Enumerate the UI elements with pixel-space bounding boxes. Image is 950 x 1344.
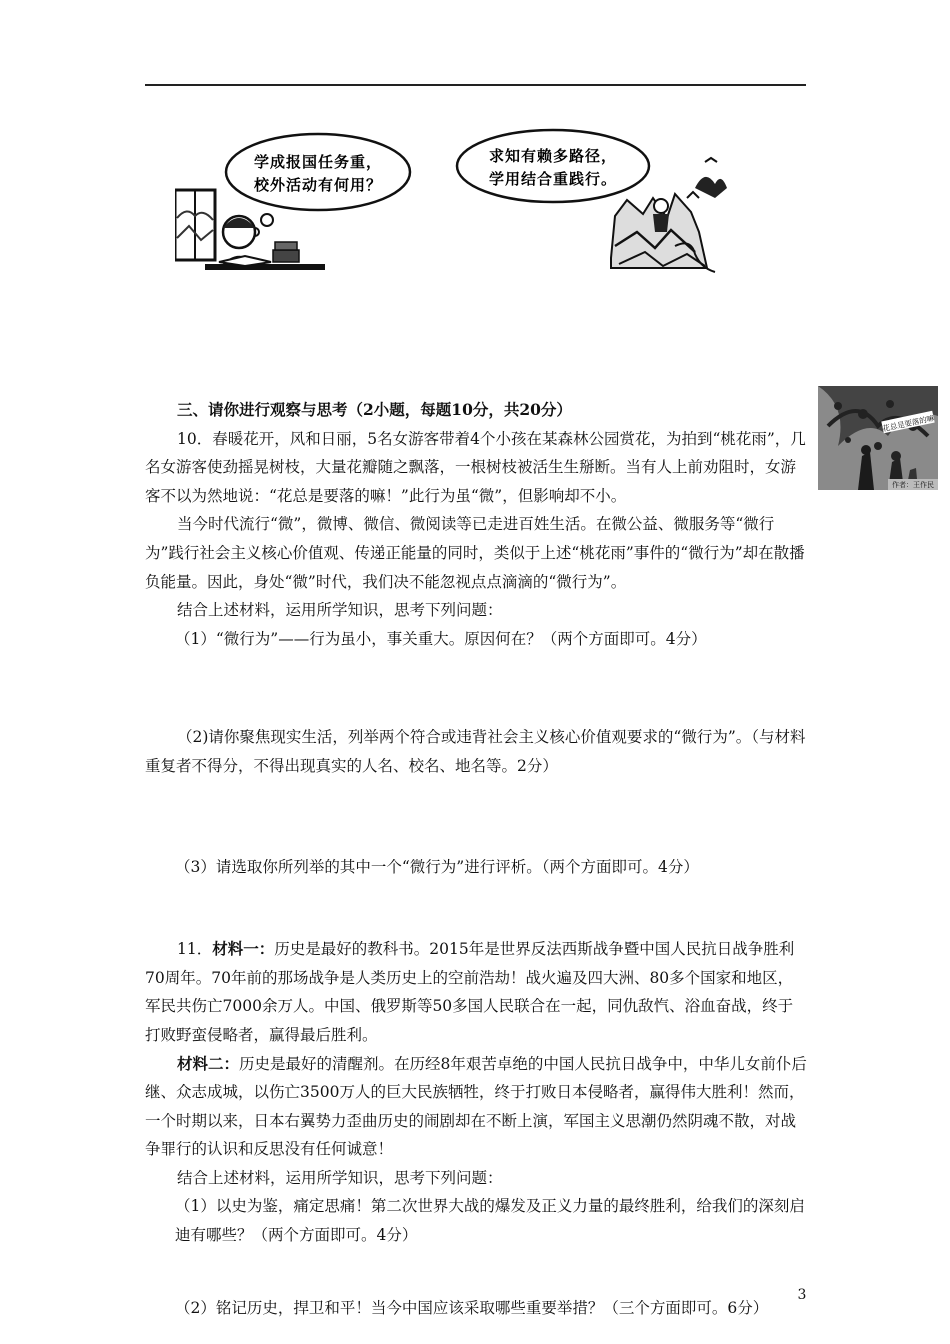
left-bubble-line-2: 校外活动有何用？ xyxy=(253,176,383,194)
q11-number: 11． xyxy=(177,940,213,959)
q11-sub-question-1: （1）以史为鉴，痛定思痛！第二次世界大战的爆发及正义力量的最终胜利，给我们的深刻启迪有哪些？（两个方面即可。4分） xyxy=(175,1197,805,1245)
q10-instruction: 结合上述材料，运用所学知识，思考下列问题： xyxy=(177,601,503,620)
answer-space xyxy=(145,1250,807,1294)
answer-space xyxy=(145,653,807,723)
material-2-text: 历史是最好的清醒剂。在历经8年艰苦卓绝的中国人民抗日战争中，中华儿女前仆后继、众志成城，以伤亡3500万人的巨大民族牺牲，终于打败日本侵略者，赢得伟大胜利！然而，一个时期以来，日本右翼势力歪曲历史的闹剧却在不断上演，军国主义思潮仍然阴魂不散，对战争罪行的认识和反思没有任何诚意！ xyxy=(145,1054,807,1159)
right-bubble-line-2: 学用结合重践行。 xyxy=(488,170,618,188)
q10-sub-question-1: （1）“微行为”——行为虽小，事关重大。原因何在？（两个方面即可。4分） xyxy=(175,629,707,648)
page-number: 3 xyxy=(797,1287,807,1303)
photo-sign-text: 花总是要落的嘛 xyxy=(881,413,935,434)
right-bubble-line-1: 求知有赖多路径， xyxy=(488,147,618,165)
material-1-text: 历史是最好的教科书。2015年是世界反法西斯战争暨中国人民抗日战争胜利70周年。70年前的那场战争是人类历史上的空前浩劫！战火遍及四大洲、80多个国家和地区，军民共伤亡7000余万人。中国、俄罗斯等50多国人民联合在一起，同仇敌忾、浴血奋战，终于打败野蛮侵略者，赢得最后胜利。 xyxy=(145,940,795,1044)
answer-space xyxy=(145,881,807,935)
exam-content xyxy=(145,396,807,1322)
q10-material-1: 10．春暖花开，风和日丽，5名女游客带着4个小孩在某森林公园赏花，为拍到“桃花雨”，几名女游客使劲摇晃树枝，大量花瓣随之飘落，一根树枝被活生生掰断。当有人上前劝阻时，女游客不以为然地说：“花总是要落的嘛！”此行为虽“微”，但影响却不小。 xyxy=(145,429,806,505)
q10-sub-question-2: （2)请你聚焦现实生活，列举两个符合或违背社会主义核心价值观要求的“微行为”。（与材料重复者不得分，不得出现真实的人名、校名、地名等。2分） xyxy=(145,728,806,775)
q10-material-2: 当今时代流行“微”，微博、微信、微阅读等已走进百姓生活。在微公益、微服务等“微行为”践行社会主义核心价值观、传递正能量的同时，类似于上述“桃花雨”事件的“微行为”却在散播负能量。因此，身处“微”时代，我们决不能忽视点点滴滴的“微行为”。 xyxy=(145,515,805,591)
q11-material-1 xyxy=(145,935,807,1049)
material-2-label: 材料二： xyxy=(177,1053,240,1073)
answer-space xyxy=(145,781,807,853)
photo-caption: 作者：王作民 xyxy=(892,481,934,489)
q11-sub-question-2: （2）铭记历史，捍卫和平！当今中国应该采取哪些重要举措？（三个方面即可。6分） xyxy=(175,1298,769,1317)
section-title: 三、请你进行观察与思考（2小题，每题10分，共20分） xyxy=(177,400,572,419)
header-rule xyxy=(145,84,806,86)
q11-material-2 xyxy=(145,1050,807,1164)
q11-instruction: 结合上述材料，运用所学知识，思考下列问题： xyxy=(177,1168,503,1187)
cartoon-illustration xyxy=(175,128,735,288)
material-1-label: 材料一： xyxy=(212,939,275,959)
left-bubble-line-1: 学成报国任务重， xyxy=(253,153,383,171)
q10-sub-question-3: （3）请选取你所列举的其中一个“微行为”进行评析。（两个方面即可。4分） xyxy=(175,857,699,876)
right-speech-bubble xyxy=(457,130,649,202)
flower-shaking-photo xyxy=(818,386,938,490)
left-speech-bubble xyxy=(226,134,410,210)
